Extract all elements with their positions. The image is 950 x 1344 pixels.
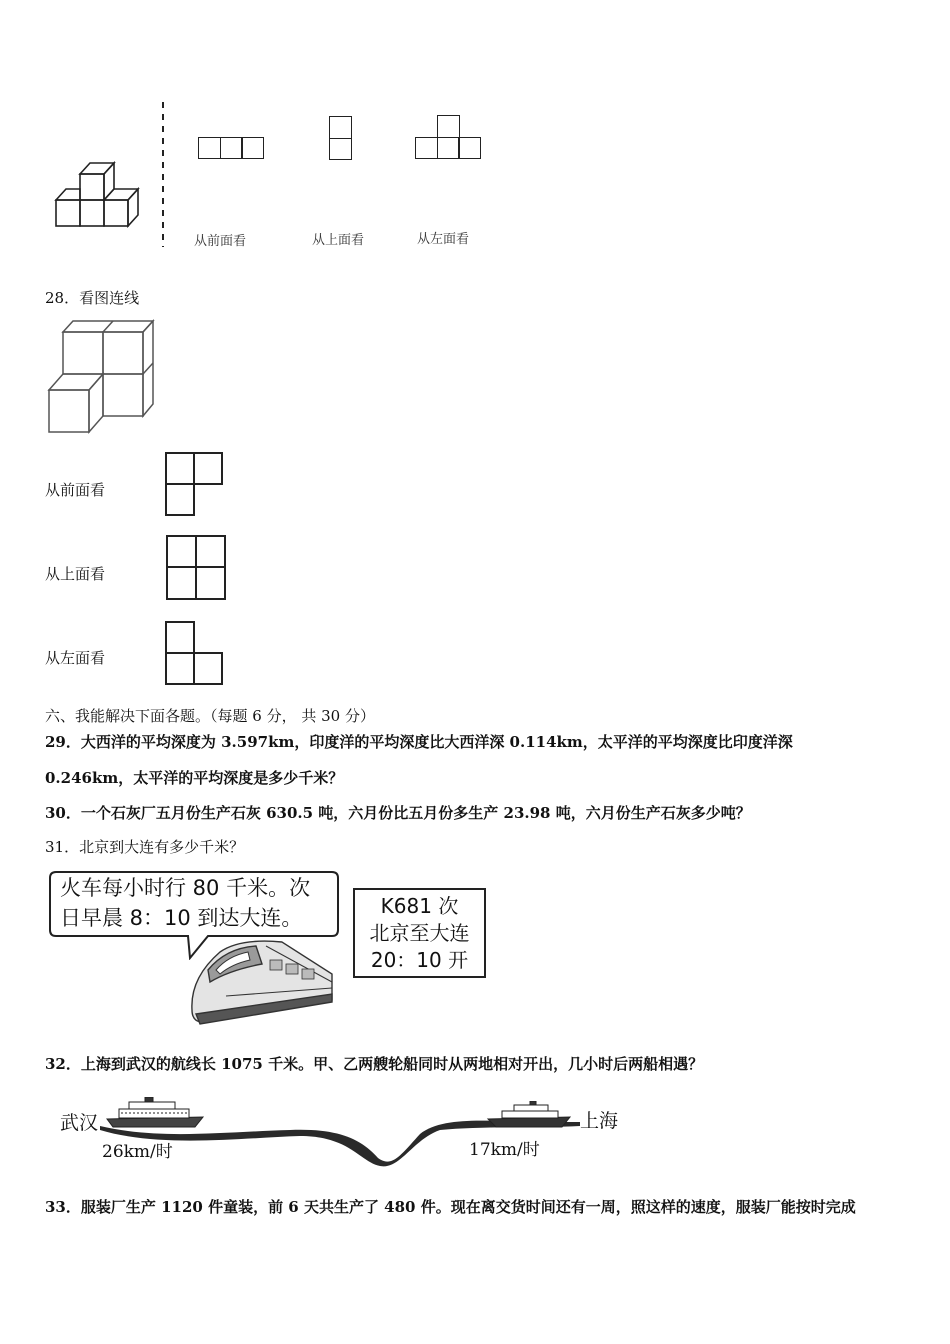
q28-option-grid-a bbox=[165, 452, 223, 516]
q27-top-view-grid bbox=[329, 116, 352, 160]
q31-sign-line2: 北京至大连 bbox=[369, 921, 470, 945]
q31-bubble-line1: 火车每小时行 80 千米。次 bbox=[60, 876, 311, 900]
q28-title: 28．看图连线 bbox=[45, 289, 140, 307]
q27-caption-left: 从左面看 bbox=[417, 232, 470, 247]
q29-line2: 0.246km，太平洋的平均深度是多少千米？ bbox=[45, 769, 344, 787]
q32-city-left: 武汉 bbox=[60, 1112, 99, 1134]
q27-front-view-grid bbox=[198, 137, 264, 159]
q27-dashed-divider bbox=[158, 102, 168, 247]
q32-speed-left: 26km/时 bbox=[102, 1142, 173, 1162]
q28-label-left: 从左面看 bbox=[45, 649, 106, 667]
q33-text: 33．服装厂生产 1120 件童装，前 6 天共生产了 480 件。现在离交货时间还有一周，照这样的速度，服装厂能按时完成 bbox=[45, 1198, 856, 1216]
q31-sign-line3: 20：10 开 bbox=[370, 948, 469, 972]
q32-city-right: 上海 bbox=[580, 1110, 619, 1132]
q27-cube-stack-figure bbox=[50, 155, 155, 235]
q32-speed-right: 17km/时 bbox=[469, 1140, 540, 1160]
q28-option-grid-b bbox=[166, 535, 226, 600]
q32-ship-left-icon bbox=[105, 1097, 205, 1129]
q31-text: 31．北京到大连有多少千米？ bbox=[45, 838, 245, 856]
q31-sign-line1: K681 次 bbox=[380, 894, 459, 918]
q28-label-top: 从上面看 bbox=[45, 565, 106, 583]
q28-cube-figure bbox=[45, 318, 157, 436]
q29-line1: 29．大西洋的平均深度为 3.597km，印度洋的平均深度比大西洋深 0.114km，太平洋的平均深度比印度洋深 bbox=[45, 733, 793, 751]
section6-heading: 六、我能解决下面各题。（每题 6 分， 共 30 分） bbox=[45, 707, 375, 725]
q32-text: 32．上海到武汉的航线长 1075 千米。甲、乙两艘轮船同时从两地相对开出，几小时后两船相遇？ bbox=[45, 1055, 704, 1073]
q31-bubble-line2: 日早晨 8：10 到达大连。 bbox=[60, 906, 303, 930]
q27-left-view-grid bbox=[415, 115, 481, 159]
q28-label-front: 从前面看 bbox=[45, 481, 106, 499]
q27-caption-front: 从前面看 bbox=[194, 234, 247, 249]
q32-ship-right-icon bbox=[486, 1101, 572, 1129]
q30-text: 30．一个石灰厂五月份生产石灰 630.5 吨，六月份比五月份多生产 23.98 吨，六月份生产石灰多少吨？ bbox=[45, 804, 751, 822]
q28-option-grid-c bbox=[165, 621, 223, 685]
q27-caption-top: 从上面看 bbox=[312, 233, 365, 248]
q31-train-image bbox=[186, 930, 338, 1028]
